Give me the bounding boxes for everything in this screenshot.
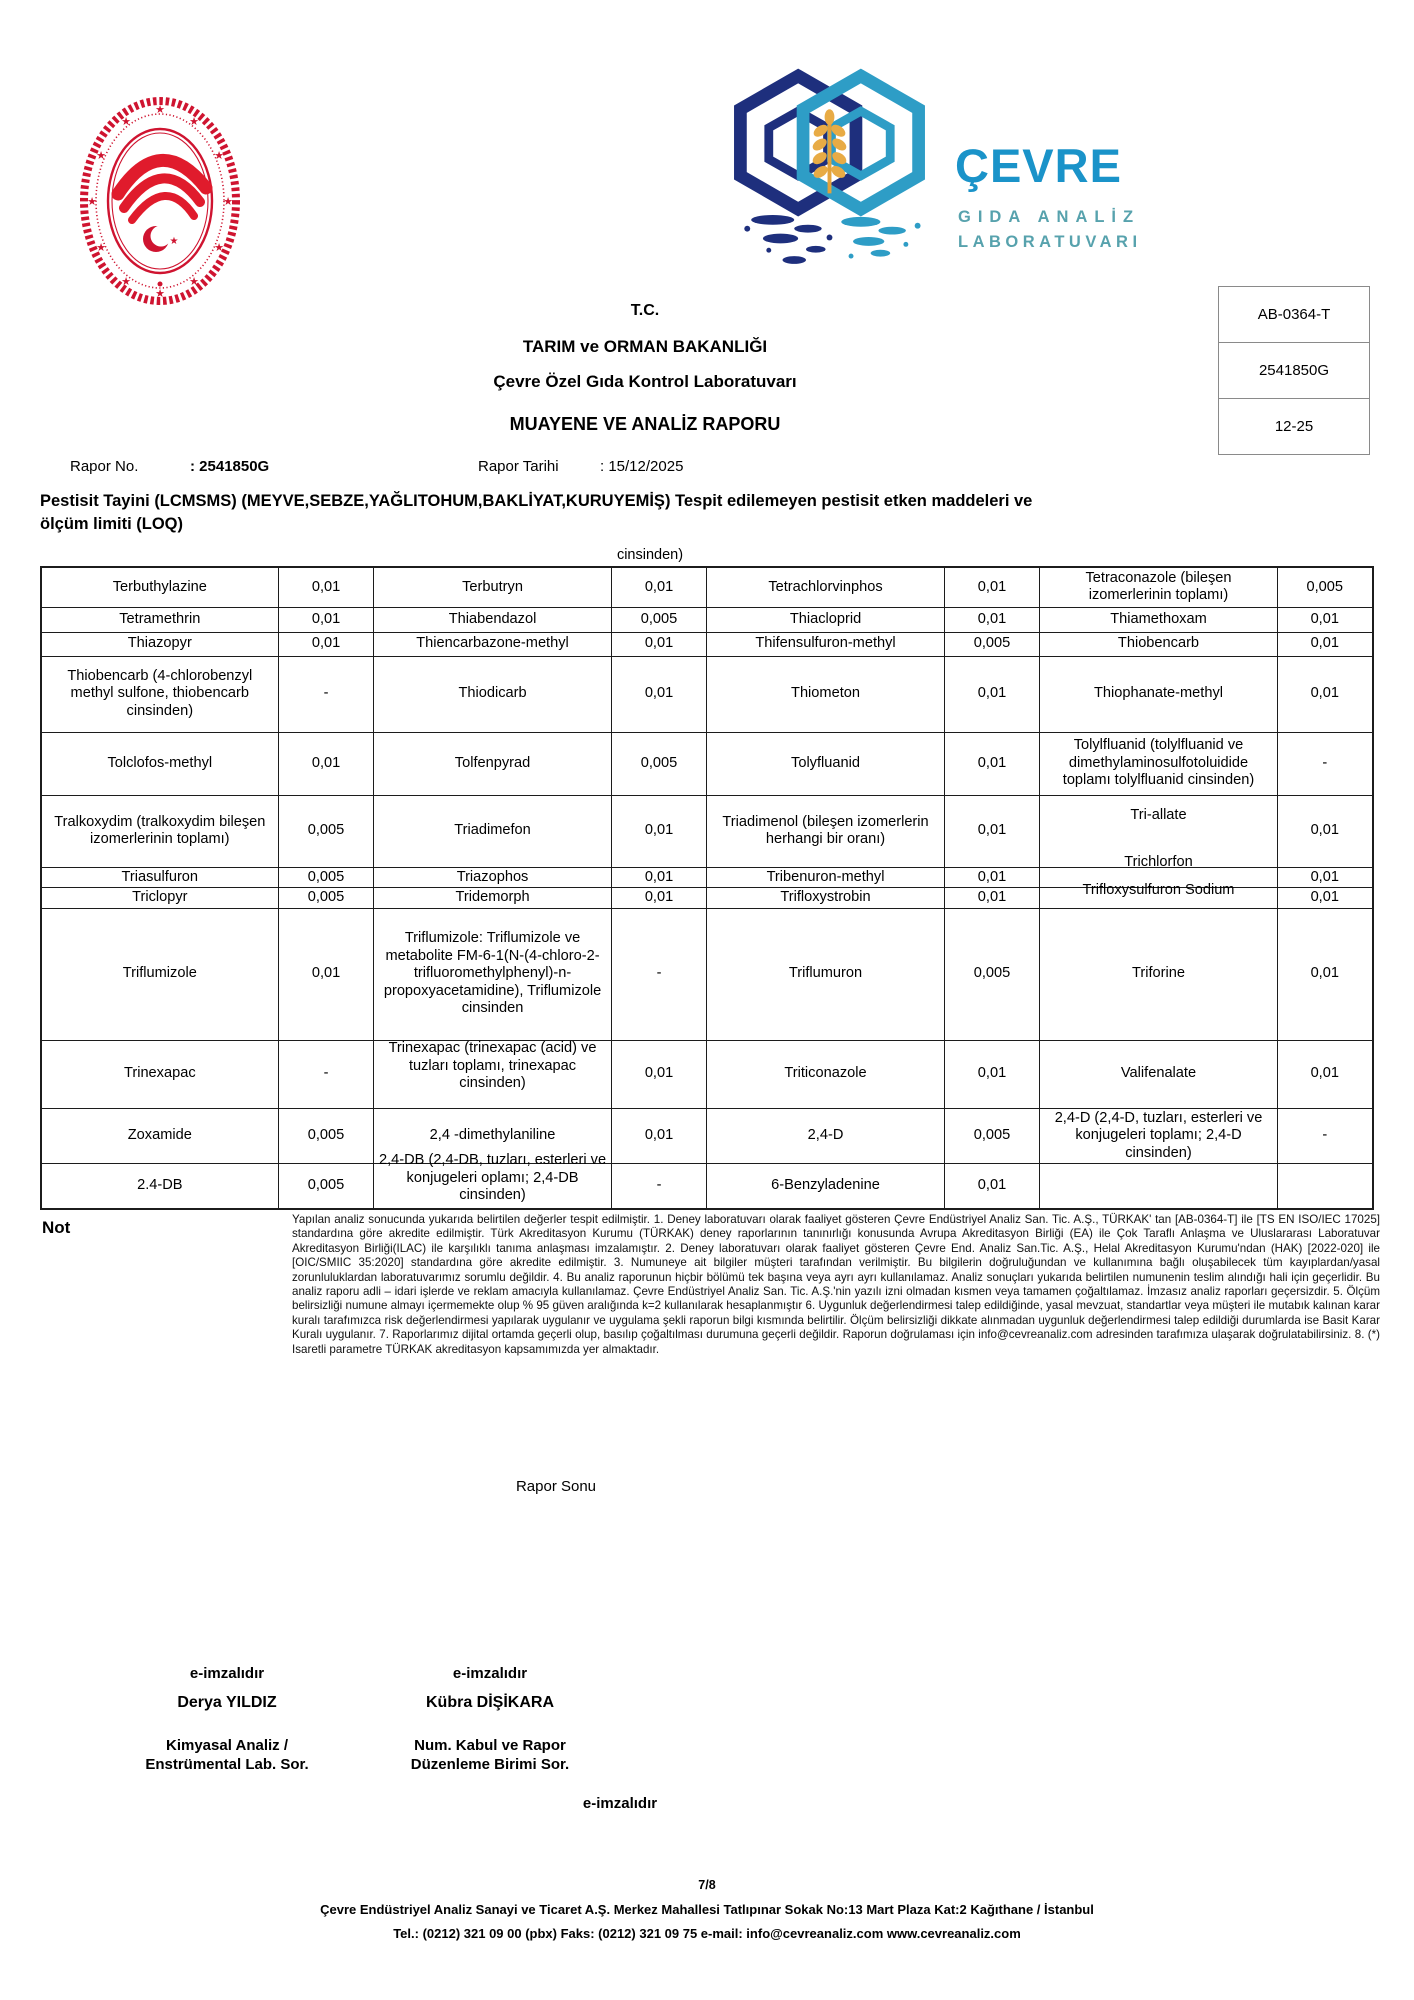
loq-value-cell: 0,01 — [944, 567, 1040, 607]
signature-block-right — [355, 1665, 625, 1774]
analyte-name-cell: Thiazopyr — [41, 632, 278, 656]
table-row — [41, 1108, 1373, 1164]
analyte-name-cell: Tri-allate Trichlorfon — [1040, 795, 1277, 867]
svg-text:★: ★ — [214, 149, 224, 162]
analyte-name-cell: Thiophanate-methyl — [1040, 656, 1277, 732]
analyte-name-cell: Zoxamide — [41, 1108, 278, 1164]
loq-value-cell: 0,01 — [278, 607, 374, 632]
report-date-label: Rapor Tarihi — [478, 458, 559, 475]
loq-value-cell: 0,01 — [944, 888, 1040, 909]
loq-value-cell: 0,01 — [944, 1164, 1040, 1209]
analyte-name-cell: 2,4-D (2,4-D, tuzları, esterleri ve konjugeleri toplamı; 2,4-D cinsinden) — [1040, 1108, 1277, 1164]
notes-label: Not — [42, 1218, 71, 1237]
loq-value-cell: 0,005 — [944, 1108, 1040, 1164]
report-code: 2541850G — [1219, 343, 1369, 399]
report-date-value: : 15/12/2025 — [600, 458, 684, 475]
loq-value-cell: 0,01 — [944, 867, 1040, 888]
loq-value-cell: 0,01 — [611, 795, 707, 867]
period-code: 12-25 — [1274, 418, 1314, 435]
analyte-name-cell: Terbutryn — [374, 567, 611, 607]
loq-value-cell: 0,01 — [1277, 867, 1373, 888]
analyte-name-cell: Triflumuron — [707, 908, 944, 1040]
ministry-seal-icon — [58, 96, 262, 306]
signer-name: Derya YILDIZ — [177, 1694, 277, 1711]
loq-value-cell: 0,01 — [1277, 656, 1373, 732]
footer-contact: Tel.: (0212) 321 09 00 (pbx) Faks: (0212) 321 09 75 e-mail: info@cevreanaliz.com www.cevreanaliz.com — [393, 1926, 1021, 1941]
analyte-name-cell: Triticonazole — [707, 1040, 944, 1108]
loq-value-cell: 0,01 — [611, 867, 707, 888]
analyte-name-cell: Thiodicarb — [374, 656, 611, 732]
water-splash-left — [744, 215, 832, 264]
analyte-name-cell: Tetramethrin — [41, 607, 278, 632]
analyte-name-cell: 2,4-D — [707, 1108, 944, 1164]
signer-title-line2: Enstrümental Lab. Sor. — [145, 1756, 309, 1773]
loq-value-cell — [1277, 1164, 1373, 1209]
analyte-name-cell: Tridemorph — [374, 888, 611, 909]
loq-value-cell: 0,01 — [278, 632, 374, 656]
svg-text:★: ★ — [155, 103, 165, 116]
loq-value-cell: 0,01 — [1277, 632, 1373, 656]
analyte-name-cell: Triclopyr — [41, 888, 278, 909]
table-row — [41, 632, 1373, 656]
loq-value-cell: 0,01 — [611, 656, 707, 732]
loq-value-cell: 0,01 — [611, 567, 707, 607]
water-splash-right — [841, 217, 920, 259]
laboratory-name: Çevre Özel Gıda Kontrol Laboratuvarı — [493, 372, 797, 391]
loq-value-cell: 0,01 — [944, 656, 1040, 732]
analyte-name-cell: Tetrachlorvinphos — [707, 567, 944, 607]
svg-text:★: ★ — [169, 236, 179, 247]
loq-value-cell: 0,01 — [611, 1108, 707, 1164]
table-row — [41, 567, 1373, 607]
loq-value-cell: - — [611, 1164, 707, 1209]
esign-label: e-imzalıdır — [189, 1665, 265, 1682]
svg-text:★: ★ — [189, 275, 199, 288]
svg-text:★: ★ — [214, 241, 224, 254]
svg-text:★: ★ — [96, 149, 106, 162]
signer-name: Kübra DİŞİKARA — [425, 1694, 554, 1711]
svg-text:★: ★ — [223, 195, 233, 208]
analyte-name-cell: Thifensulfuron-methyl — [707, 632, 944, 656]
logo-subtitle-2: LABORATUVARI — [958, 233, 1142, 251]
svg-text:★: ★ — [121, 275, 131, 288]
svg-text:★: ★ — [87, 195, 97, 208]
table-row — [41, 908, 1373, 1040]
analyte-name-cell: Triadimenol (bileşen izomerlerin herhangi bir oranı) — [707, 795, 944, 867]
analyte-name-cell: Trinexapac — [41, 1040, 278, 1108]
loq-value-cell: - — [278, 1040, 374, 1108]
table-row — [41, 656, 1373, 732]
analyte-name-cell: Trifloxystrobin — [707, 888, 944, 909]
analyte-name-cell — [1040, 1164, 1277, 1209]
analyte-name-cell: Tolylfluanid (tolylfluanid ve dimethylaminosulfotoluidide toplamı tolylfluanid cinsinden) — [1040, 732, 1277, 795]
analyte-name-cell: Triadimefon — [374, 795, 611, 867]
svg-text:★: ★ — [121, 115, 131, 128]
table-row — [41, 732, 1373, 795]
analyte-name-cell: 2,4 -dimethylaniline — [374, 1108, 611, 1164]
report-no-label: Rapor No. — [70, 458, 139, 475]
signer-title — [92, 1736, 362, 1774]
loq-value-cell: 0,01 — [278, 567, 374, 607]
table-overflow-text: cinsinden) — [616, 547, 684, 563]
loq-value-cell: 0,01 — [944, 607, 1040, 632]
loq-value-cell: 0,01 — [1277, 1040, 1373, 1108]
table-row — [41, 888, 1373, 909]
analysis-title — [40, 490, 1380, 536]
analysis-title-line2: ölçüm limiti (LOQ) — [40, 515, 183, 533]
loq-value-cell: - — [1277, 732, 1373, 795]
loq-value-cell: 0,005 — [278, 1108, 374, 1164]
loq-value-cell: 0,01 — [1277, 607, 1373, 632]
ministry-name: TARIM ve ORMAN BAKANLIĞI — [522, 337, 768, 356]
loq-value-cell: 0,01 — [611, 632, 707, 656]
analyte-name-cell: Thiobencarb (4-chlorobenzyl methyl sulfone, thiobencarb cinsinden) — [41, 656, 278, 732]
accreditation-number: AB-0364-T — [1219, 287, 1369, 343]
signer-title — [355, 1736, 625, 1774]
loq-value-cell: 0,005 — [278, 888, 374, 909]
loq-value-cell: 0,01 — [611, 888, 707, 909]
signature-block-left — [92, 1665, 362, 1774]
loq-value-cell: - — [611, 908, 707, 1040]
analyte-name-cell: Tribenuron-methyl — [707, 867, 944, 888]
loq-value-cell: 0,01 — [1277, 888, 1373, 909]
analyte-name-cell: Tetraconazole (bileşen izomerlerinin toplamı) — [1040, 567, 1277, 607]
analyte-name-cell: Thiamethoxam — [1040, 607, 1277, 632]
report-no-value: : 2541850G — [190, 458, 270, 475]
loq-value-cell: 0,005 — [944, 908, 1040, 1040]
loq-value-cell: 0,01 — [278, 732, 374, 795]
loq-value-cell: 0,005 — [611, 732, 707, 795]
analyte-name-cell: Tolclofos-methyl — [41, 732, 278, 795]
esign-label-bottom: e-imzalıdır — [582, 1795, 658, 1812]
loq-value-cell: - — [1277, 1108, 1373, 1164]
analyte-name-cell: 6-Benzyladenine — [707, 1164, 944, 1209]
loq-value-cell: 0,01 — [1277, 795, 1373, 867]
loq-value-cell: 0,01 — [944, 795, 1040, 867]
analyte-name-cell: 2.4-DB — [41, 1164, 278, 1209]
report-title: MUAYENE VE ANALİZ RAPORU — [509, 414, 781, 434]
loq-value-cell: 0,005 — [278, 795, 374, 867]
logo-wordmark: ÇEVRE — [955, 139, 1122, 192]
loq-value-cell: - — [278, 656, 374, 732]
analyte-name-cell: Trinexapac (trinexapac (acid) ve tuzları toplamı, trinexapac cinsinden) — [374, 1040, 611, 1108]
analyte-name-cell: Valifenalate — [1040, 1040, 1277, 1108]
cevre-lab-logo-icon — [712, 60, 947, 273]
analyte-name-cell: Thiencarbazone-methyl — [374, 632, 611, 656]
loq-value-cell: 0,01 — [278, 908, 374, 1040]
report-meta-row — [0, 458, 1414, 478]
loq-value-cell: 0,005 — [1277, 567, 1373, 607]
svg-text:★: ★ — [96, 241, 106, 254]
notes-body: Yapılan analiz sonucunda yukarıda belirtilen değerler tespit edilmiştir. 1. Deney laboratuvarı olarak faaliyet gösteren Çevre Endüstriyel Analiz San. Tic. A.Ş., TÜRKAK' tan [AB-0364-T] ile [TS EN ISO/IEC 17025] standardına göre akredite edilmiştir. Türk Akreditasyon Kurumu (TÜRKAK) deney raporlarının tanınırlığı konusunda Avrupa Akreditasyon Birliği (EA) ile Çok Taraflı Anlaşma ve Uluslararası Laboratuvar Akreditasyon Birliği(ILAC) ile karşılıklı tanıma anlaşması imzalamıştır. 2. Deney laboratuvarı olarak faaliyet gösteren Çevre End. Analiz San.Tic. A.Ş., Helal Akreditasyon Kurumu'ndan (HAK) [2022-020] ile [OIC/SMIIC 35:2020] standardına göre akredite edilmiştir. 3. Numuneye ait bilgiler müşteri tarafından verilmiştir. Bu bilgilerin doğruluğundan ve kullanımına bağlı oluşabilecek tüm kayıplardan/yasal zorunluluklardan laboratuvarımız sorumlu değildir. 4. Bu analiz raporunun hiçbir bölümü tek başına veya ayrı ayrı kullanılamaz. Analiz sonuçları yukarıda belirtilen numunenin teslim alındığı hali için geçerlidir. Bu analiz raporu adli – idari işlerde ve reklam amacıyla kullanılamaz. Çevre Endüstriyel Analiz San. Tic. A.Ş.'nin yazılı izni olmadan kısmen veya tamamen çoğaltılamaz. İmzasız analiz raporları geçersizdir. 5. Ölçüm belirsizliği numune almayı içermemekte olup % 95 güven aralığında k=2 kullanılarak hesaplanmıştır 6. Uygunluk değerlendirmesi talep edildiğinde, yasal mevzuat, standartlar veya müşteri ile mutabık kalınan karar kuralı tarafımızca risk değerlendirmesi yapılarak uygulanır ve uygulama şekli raporun bilgi kısmında belirtilir. Ölçüm belirsizliği dikkate alınmadan uygunluk değerlendirmesi talep edildiği durumlarda ise Basit Karar Kuralı uygulanır. 7. Raporlarımız dijital ortamda geçerli olup, basılıp çoğaltılması durumuna geçerli değildir. Raporun doğrulaması için info@cevreanaliz.com adresinden tarafımıza ulaşarak doğrulatabilirsiniz. 8. (*) Isaretli parametre TÜRKAK akreditasyon kapsamımızda yer almaktadır. — [292, 1213, 1380, 1356]
table-row — [41, 1040, 1373, 1108]
table-row — [41, 607, 1373, 632]
loq-value-cell: 0,005 — [944, 632, 1040, 656]
analyte-name-cell: Trifloxysulfuron Sodium — [1040, 888, 1277, 909]
signer-title-line2: Düzenleme Birimi Sor. — [410, 1756, 570, 1773]
loq-value-cell: 0,01 — [944, 1040, 1040, 1108]
analyte-name-cell: Tralkoxydim (tralkoxydim bileşen izomerlerinin toplamı) — [41, 795, 278, 867]
analyte-name-cell: Thiabendazol — [374, 607, 611, 632]
analyte-name-cell: Tolfenpyrad — [374, 732, 611, 795]
analyte-name-cell: Tolyfluanid — [707, 732, 944, 795]
state-abbrev: T.C. — [630, 302, 660, 319]
analyte-name-cell: Triazophos — [374, 867, 611, 888]
analyte-name-cell: Triflumizole — [41, 908, 278, 1040]
page-number: 7/8 — [698, 1878, 716, 1892]
footer-address: Çevre Endüstriyel Analiz Sanayi ve Ticaret A.Ş. Merkez Mahallesi Tatlıpınar Sokak No:13 Mart Plaza Kat:2 Kağıthane / İstanbul — [320, 1902, 1094, 1917]
analyte-name-cell: 2,4-DB (2,4-DB, tuzları, esterleri ve konjugeleri oplamı; 2,4-DB cinsinden) — [374, 1164, 611, 1209]
loq-value-cell: 0,005 — [278, 1164, 374, 1209]
svg-text:★: ★ — [189, 115, 199, 128]
analyte-name-cell: Triflumizole: Triflumizole ve metabolite FM-6-1(N-(4-chloro-2-trifluoromethylphenyl)-n-propoxyacetamidine), Triflumizole cinsinden — [374, 908, 611, 1040]
loq-value-cell: 0,005 — [278, 867, 374, 888]
table-row — [41, 795, 1373, 867]
loq-value-cell: 0,005 — [611, 607, 707, 632]
loq-value-cell: 0,01 — [944, 732, 1040, 795]
analyte-name-cell: Thiobencarb — [1040, 632, 1277, 656]
loq-value-cell: 0,01 — [611, 1040, 707, 1108]
svg-text:★: ★ — [155, 287, 165, 300]
analyte-name-cell: Triforine — [1040, 908, 1277, 1040]
report-end-text: Rapor Sonu — [515, 1478, 597, 1495]
loq-table — [40, 566, 1374, 1210]
analysis-title-line1: Pestisit Tayini (LCMSMS) (MEYVE,SEBZE,YAĞLITOHUM,BAKLİYAT,KURUYEMİŞ) Tespit edilemeyen pestisit etken maddeleri ve — [40, 492, 1033, 510]
signer-title-line1: Num. Kabul ve Rapor — [414, 1737, 566, 1754]
signer-title-line1: Kimyasal Analiz / — [166, 1737, 288, 1754]
esign-label: e-imzalıdır — [452, 1665, 528, 1682]
analyte-name-cell: Thiacloprid — [707, 607, 944, 632]
loq-value-cell: 0,01 — [1277, 908, 1373, 1040]
analyte-name-cell: Thiometon — [707, 656, 944, 732]
analyte-name-cell: Terbuthylazine — [41, 567, 278, 607]
analyte-name-cell: Triasulfuron — [41, 867, 278, 888]
logo-subtitle-1: GIDA ANALİZ — [958, 208, 1141, 226]
table-row — [41, 1164, 1373, 1209]
